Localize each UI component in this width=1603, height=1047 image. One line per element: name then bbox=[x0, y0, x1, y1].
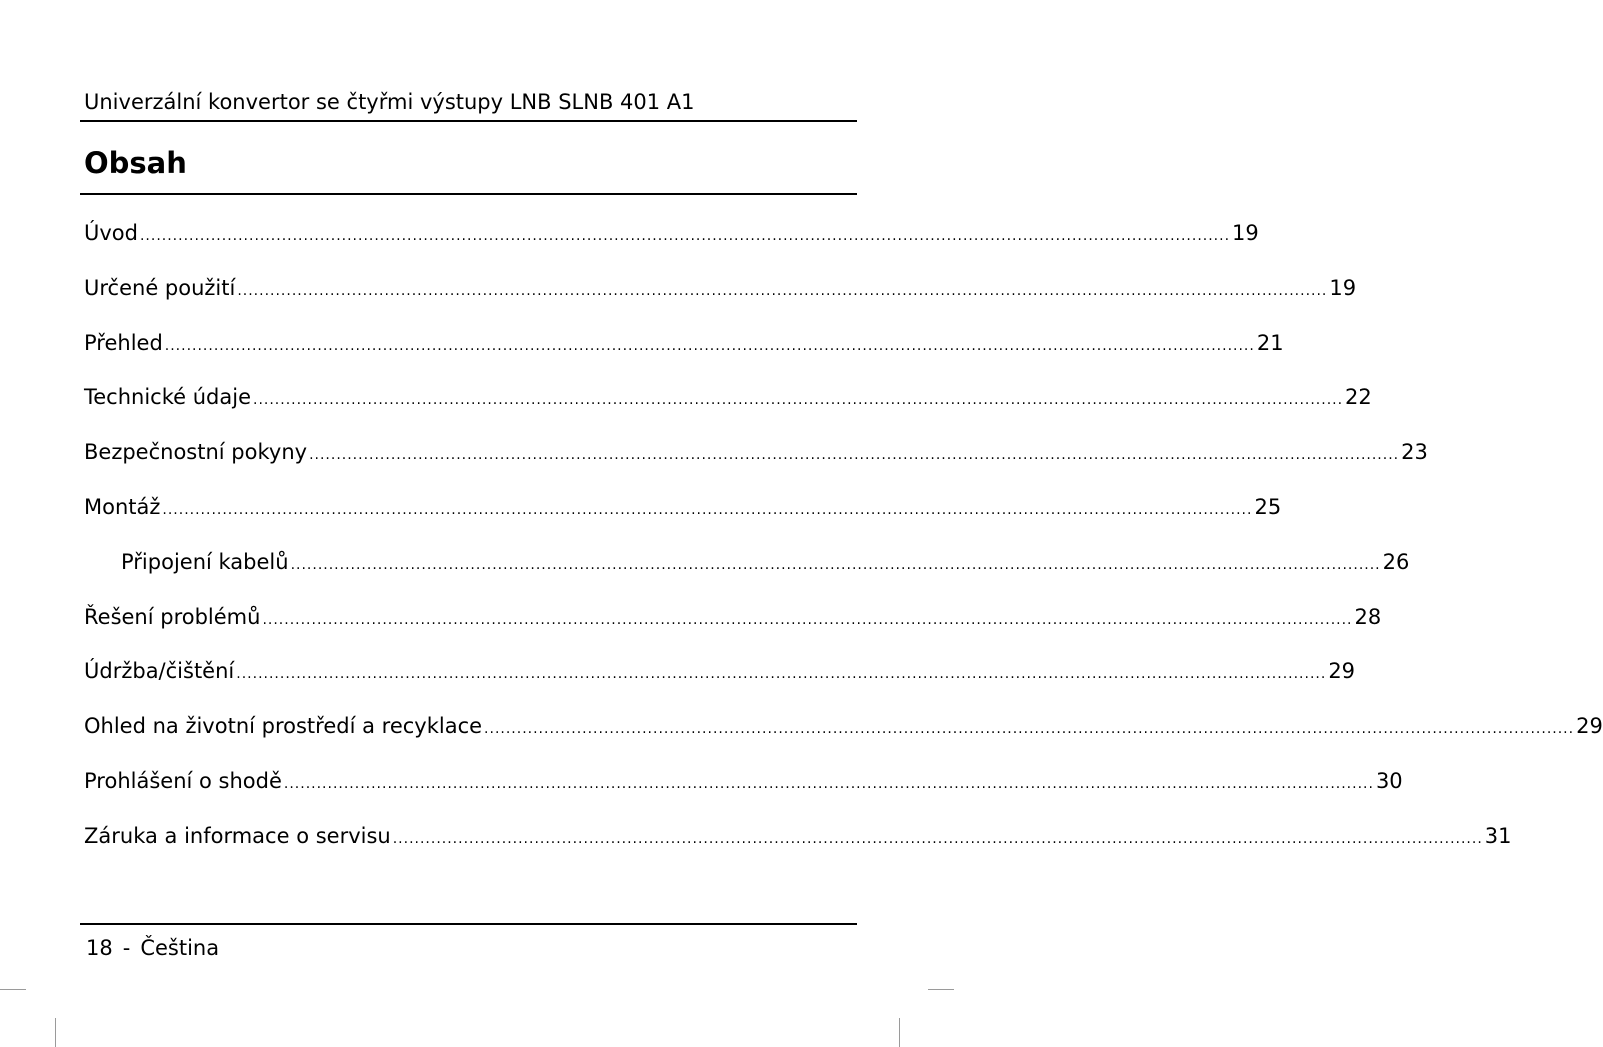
toc-entry-label: Ohled na životní prostředí a recyklace bbox=[84, 714, 483, 739]
toc-entry-label: Určené použití bbox=[84, 275, 236, 300]
toc-dot-leader: ........................................................................................................................................................................................................ bbox=[139, 228, 1231, 244]
toc-entry-label: Přehled bbox=[84, 330, 163, 355]
toc-entry-label: Údržba/čištění bbox=[84, 659, 235, 684]
toc-entry[interactable] bbox=[84, 822, 1512, 877]
crop-mark bbox=[0, 989, 26, 990]
toc-entry-page: 29 bbox=[1576, 714, 1603, 739]
page-footer bbox=[86, 934, 219, 962]
toc-entry-label: Montáž bbox=[84, 494, 161, 519]
page-title: Obsah bbox=[84, 146, 187, 180]
footer-separator: - bbox=[122, 936, 131, 960]
toc-entry-label: Úvod bbox=[84, 221, 138, 245]
crop-mark bbox=[899, 1018, 900, 1047]
toc-dot-leader: ........................................................................................................................................................................................................ bbox=[164, 337, 1255, 354]
toc-entry[interactable] bbox=[84, 493, 1282, 548]
toc-entry[interactable] bbox=[84, 438, 1428, 493]
toc-entry[interactable] bbox=[84, 712, 1603, 767]
title-rule bbox=[80, 193, 857, 195]
toc-subentry[interactable] bbox=[84, 548, 1410, 603]
toc-entry-label: Řešení problémů bbox=[84, 604, 261, 629]
toc-entry-page: 19 bbox=[1232, 221, 1259, 245]
toc-dot-leader: ........................................................................................................................................................................................................ bbox=[237, 282, 1328, 299]
toc-entry[interactable] bbox=[84, 274, 1357, 329]
footer-rule bbox=[80, 923, 857, 925]
toc-entry-page: 22 bbox=[1345, 385, 1372, 410]
toc-entry-label: Prohlášení o shodě bbox=[84, 768, 282, 793]
toc-entry-page: 31 bbox=[1484, 823, 1512, 848]
toc-dot-leader: ........................................................................................................................................................................................................ bbox=[290, 556, 1381, 573]
toc-dot-leader: ........................................................................................................................................................................................................ bbox=[162, 501, 1253, 518]
toc-entry-page: 19 bbox=[1329, 275, 1357, 300]
toc-entry[interactable] bbox=[84, 383, 1372, 438]
header-rule bbox=[80, 120, 857, 122]
toc-entry[interactable] bbox=[84, 603, 1382, 658]
footer-language: Čeština bbox=[140, 936, 220, 960]
page-number: 18 bbox=[86, 936, 113, 960]
running-header: Univerzální konvertor se čtyřmi výstupy LNB SLNB 401 A1 bbox=[84, 90, 695, 114]
toc-entry[interactable] bbox=[84, 767, 1403, 822]
toc-entry-page: 23 bbox=[1401, 440, 1428, 465]
toc-entry[interactable] bbox=[84, 329, 1284, 384]
toc-entry-page: 28 bbox=[1354, 604, 1382, 629]
toc-dot-leader: ........................................................................................................................................................................................................ bbox=[253, 392, 1344, 409]
toc-entry[interactable] bbox=[84, 219, 1259, 274]
toc-entry[interactable] bbox=[84, 657, 1356, 712]
toc-entry-page: 29 bbox=[1328, 659, 1356, 684]
toc-dot-leader: ........................................................................................................................................................................................................ bbox=[484, 721, 1575, 738]
toc-entry-page: 21 bbox=[1256, 330, 1284, 355]
toc-dot-leader: ........................................................................................................................................................................................................ bbox=[392, 830, 1483, 847]
toc-entry-label: Technické údaje bbox=[84, 385, 251, 410]
toc-entry-label: Připojení kabelů bbox=[121, 549, 289, 574]
table-of-contents bbox=[84, 219, 1603, 877]
toc-entry-label: Záruka a informace o servisu bbox=[84, 823, 391, 848]
toc-entry-page: 26 bbox=[1382, 549, 1410, 574]
crop-mark bbox=[55, 1018, 56, 1047]
crop-mark bbox=[928, 989, 954, 990]
toc-dot-leader: ........................................................................................................................................................................................................ bbox=[309, 447, 1400, 464]
toc-dot-leader: ........................................................................................................................................................................................................ bbox=[283, 775, 1374, 792]
toc-entry-page: 30 bbox=[1375, 768, 1403, 793]
toc-entry-label: Bezpečnostní pokyny bbox=[84, 440, 308, 465]
toc-entry-page: 25 bbox=[1254, 494, 1282, 519]
toc-dot-leader: ........................................................................................................................................................................................................ bbox=[236, 666, 1327, 683]
toc-dot-leader: ........................................................................................................................................................................................................ bbox=[262, 611, 1353, 628]
